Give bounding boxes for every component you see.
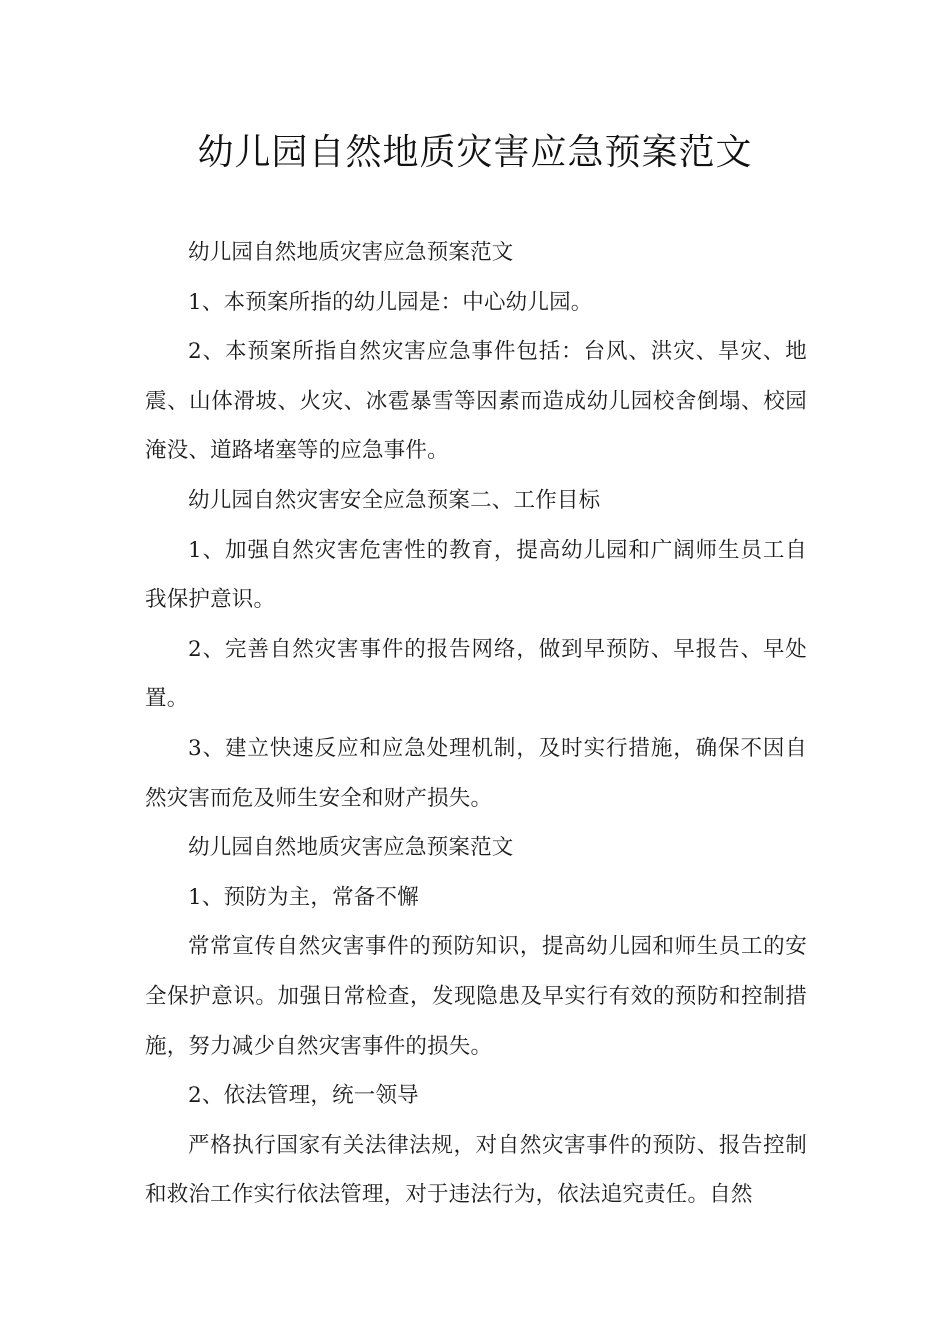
paragraph-principle-2-body: 严格执行国家有关法律法规，对自然灾害事件的预防、报告控制和救治工作实行依法管理，对于违法行为，依法追究责任。自然	[145, 1132, 807, 1208]
paragraph-item-1: 1、本预案所指的幼儿园是：中心幼儿园。	[188, 289, 593, 315]
paragraph-principle-1-body: 常常宣传自然灾害事件的预防知识，提高幼儿园和师生员工的安全保护意识。加强日常检查，发现隐患及早实行有效的预防和控制措施，努力减少自然灾害事件的损失。	[145, 934, 807, 1059]
paragraph-subtitle: 幼儿园自然地质灾害应急预案范文	[188, 240, 514, 265]
paragraph-goal-1: 1、加强自然灾害危害性的教育，提高幼儿园和广阔师生员工自我保护意识。	[145, 537, 807, 613]
paragraph-section-heading: 幼儿园自然灾害安全应急预案二、工作目标	[188, 487, 601, 513]
paragraph-principle-2: 2、依法管理，统一领导	[188, 1083, 419, 1109]
paragraph-principle-1: 1、预防为主，常备不懈	[188, 884, 419, 910]
document-title: 幼儿园自然地质灾害应急预案范文	[197, 132, 753, 173]
paragraph-section-heading-2: 幼儿园自然地质灾害应急预案范文	[188, 835, 514, 861]
paragraph-item-2: 2、本预案所指自然灾害应急事件包括：台风、洪灾、旱灾、地震、山体滑坡、火灾、冰雹暴雪等因素而造成幼儿园校舍倒塌、校园淹没、道路堵塞等的应急事件。	[145, 339, 807, 464]
paragraph-goal-3: 3、建立快速反应和应急处理机制，及时实行措施，确保不因自然灾害而危及师生安全和财产损失。	[145, 735, 807, 811]
document-body	[145, 228, 807, 1220]
paragraph-goal-2: 2、完善自然灾害事件的报告网络，做到早预防、早报告、早处置。	[145, 636, 807, 712]
